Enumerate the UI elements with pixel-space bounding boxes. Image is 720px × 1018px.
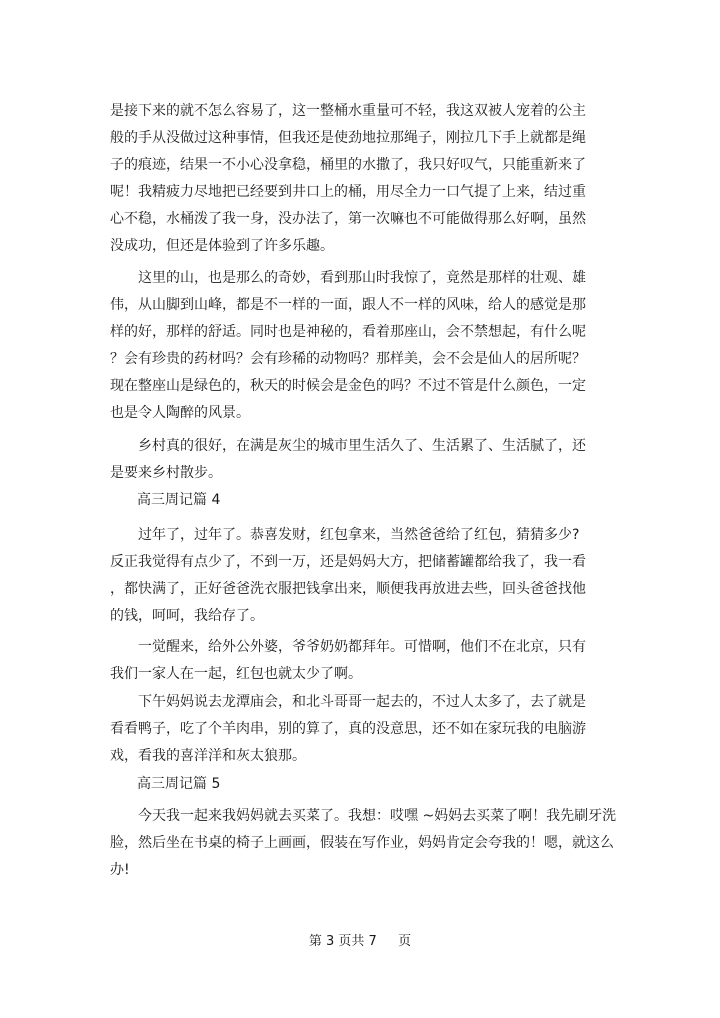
paragraph-greetings [110,634,590,688]
text-line: 这里的山，也是那么的奇妙，看到那山时我惊了，竟然是那样的壮观、雄 [110,270,586,286]
text-line: 样的好，那样的舒适。同时也是神秘的，看着那座山，会不禁想起，有什么呢 [110,324,586,340]
text-line: 的钱，呵呵，我给存了。 [110,608,264,624]
text-line: 也是令人陶醉的风景。 [110,405,250,421]
paragraph-mountain [110,265,590,427]
text-line: 没成功，但还是体验到了许多乐趣。 [110,238,334,254]
section-heading-4: 高三周记篇 4 [137,492,221,508]
text-line: 是接下来的就不怎么容易了，这一整桶水重量可不轻，我这双被人宠着的公主 [110,103,586,119]
text-line: 过年了，过年了。恭喜发财，红包拿来，当然爸爸给了红包，猜猜多少? [110,527,580,543]
paragraph-shopping [110,803,617,884]
text-line: 乡村真的很好，在满是灰尘的城市里生活久了、生活累了、生活腻了，还 [110,438,586,454]
text-line: 戏，看我的喜洋洋和灰太狼那。 [110,748,306,764]
text-line: 心不稳，水桶泼了我一身，没办法了，第一次嘛也不可能做得那么好啊，虽然 [110,211,586,227]
text-line: 脸，然后坐在书桌的椅子上画画，假装在写作业，妈妈肯定会夸我的！嗯，就这么 [110,835,614,851]
paragraph-new-year [110,522,590,630]
text-line: 今天我一起来我妈妈就去买菜了。我想：哎嘿 ~妈妈去买菜了啊！我先刷牙洗 [110,808,617,824]
text-line: 呢！我精疲力尽地把已经要到井口上的桶，用尽全力一口气提了上来，结过重 [110,184,586,200]
text-line: 是要来乡村散步。 [110,465,222,481]
text-line: 现在整座山是绿色的，秋天的时候会是金色的吗？不过不管是什么颜色，一定 [110,378,586,394]
text-line: 看看鸭子，吃了个羊肉串，别的算了，真的没意思，还不如在家玩我的电脑游 [110,721,586,737]
text-line: ？会有珍贵的药材吗？会有珍稀的动物吗？那样美，会不会是仙人的居所呢？ [110,351,586,367]
text-line: 一觉醒来，给外公外婆，爷爷奶奶都拜年。可惜啊，他们不在北京，只有 [110,639,586,655]
paragraph-village [110,433,590,487]
text-line: 子的痕迹，结果一不小心没拿稳，桶里的水撒了，我只好叹气，只能重新来了 [110,157,586,173]
section-heading-5: 高三周记篇 5 [137,776,221,792]
text-line: 伟，从山脚到山峰，都是不一样的一面，跟人不一样的风味，给人的感觉是那 [110,297,586,313]
page-number-footer: 第 3 页共 7 页 [308,934,412,949]
text-line: 办! [110,862,130,878]
text-line: 般的手从没做过这种事情，但我还是使劲地拉那绳子，刚拉几下手上就都是绳 [110,130,586,146]
paragraph-well-water [110,98,590,260]
paragraph-temple-fair [110,689,590,770]
text-line: 反正我觉得有点少了，不到一万，还是妈妈大方，把储蓄罐都给我了，我一看 [110,554,586,570]
text-line: 下午妈妈说去龙潭庙会，和北斗哥哥一起去的，不过人太多了，去了就是 [110,694,586,710]
text-line: 我们一家人在一起，红包也就太少了啊。 [110,666,362,682]
text-line: ，都快满了，正好爸爸洗衣服把钱拿出来，顺便我再放进去些，回头爸爸找他 [110,581,586,597]
